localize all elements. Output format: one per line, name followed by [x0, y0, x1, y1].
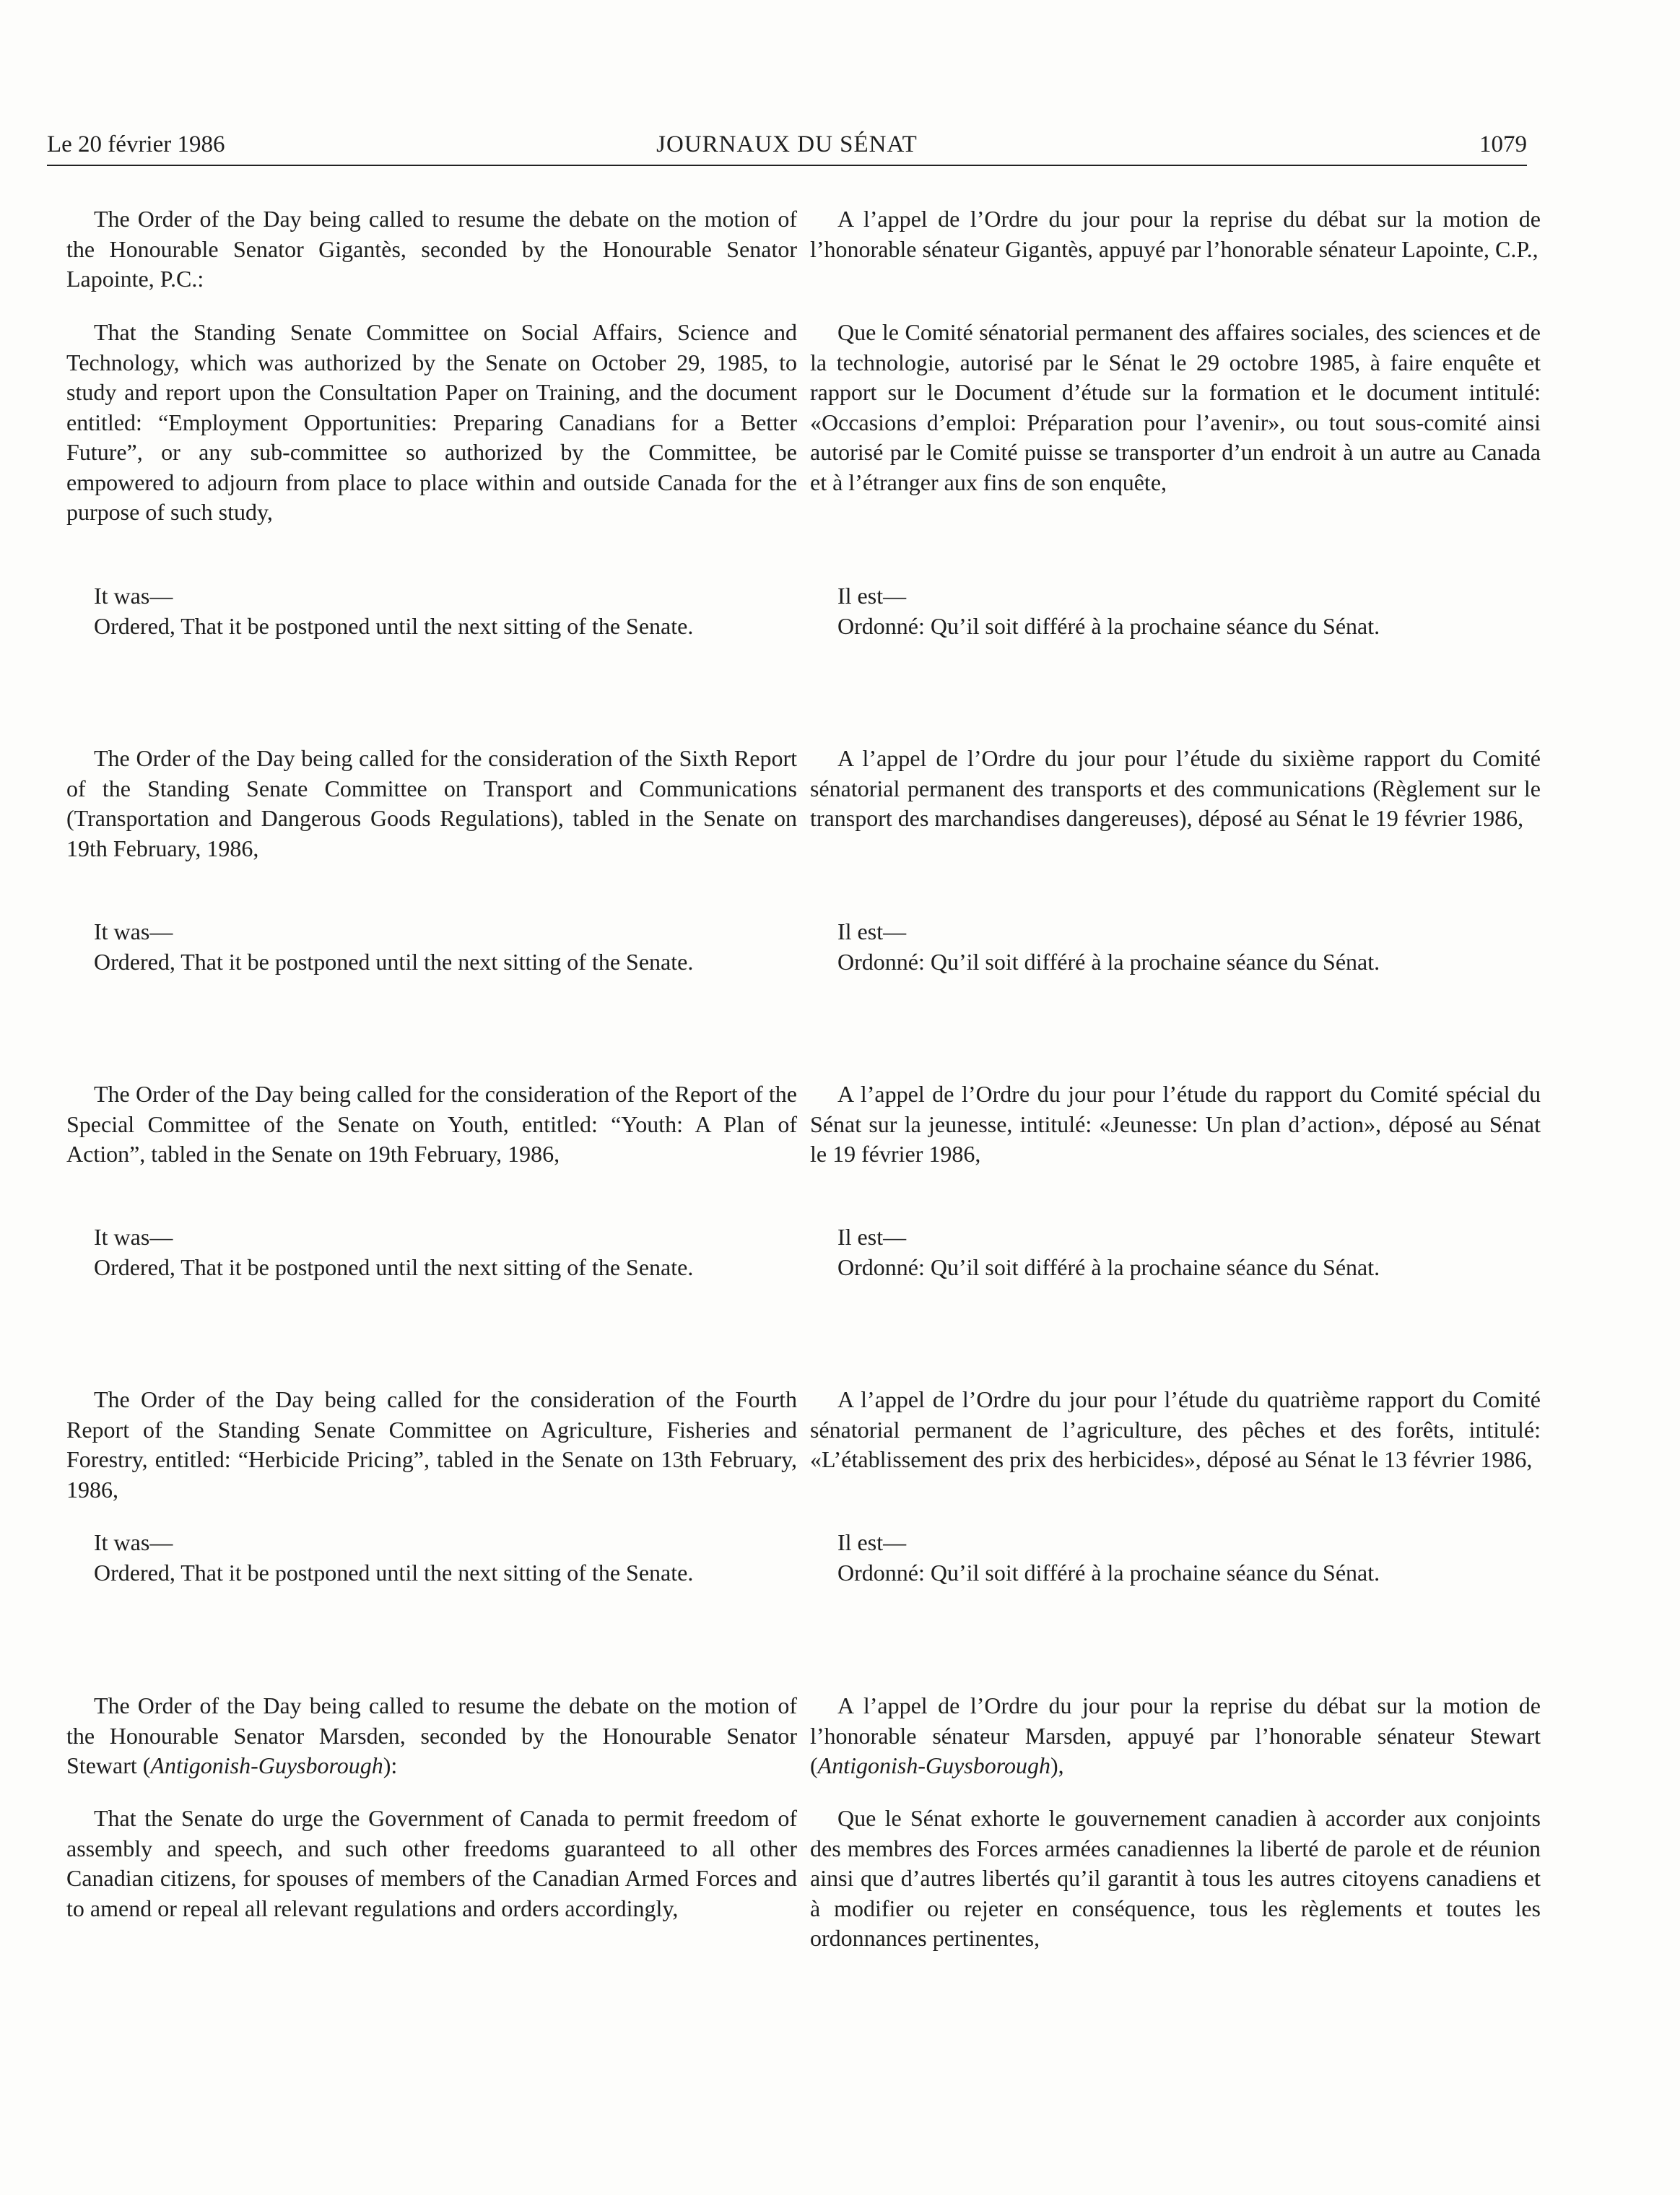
- fr-s3-intro-block: [810, 1079, 1541, 1170]
- fr-s1-ordonne: Ordonné: Qu’il soit différé à la prochaine séance du Sénat.: [837, 612, 1380, 639]
- en-s4-intro-block: [66, 1385, 797, 1505]
- en-s5-riding: Antigonish-Guysborough: [150, 1752, 383, 1778]
- en-s3-intro: The Order of the Day being called for the consideration of the Report of the Special Committee of the Senate on Youth, entitled: “Youth: A Plan of Action”, tabled in the Senate on 19th February, 1986,: [66, 1081, 797, 1167]
- fr-s4-result-block: [810, 1528, 1541, 1588]
- fr-s3-ordonne: Ordonné: Qu’il soit différé à la prochaine séance du Sénat.: [837, 1253, 1380, 1280]
- fr-s3-il-est: Il est—: [837, 1224, 907, 1250]
- en-s3-intro-block: [66, 1079, 797, 1170]
- en-s4-ordered: Ordered, That it be postponed until the next sitting of the Senate.: [94, 1559, 694, 1586]
- fr-s3-intro: A l’appel de l’Ordre du jour pour l’étude du rapport du Comité spécial du Sénat sur la jeunesse, intitulé: «Jeunesse: Un plan d’action», déposé au Sénat le 19 février 1986,: [810, 1081, 1541, 1167]
- en-s2-it-was: It was—: [94, 918, 173, 944]
- fr-s5-riding: Antigonish-Guysborough: [817, 1752, 1051, 1778]
- en-s1-intro-block: [66, 204, 797, 295]
- en-s3-result-block: [66, 1222, 797, 1282]
- fr-s2-intro-block: [810, 744, 1541, 834]
- en-s4-result-block: [66, 1528, 797, 1588]
- fr-s2-il-est: Il est—: [837, 918, 907, 944]
- fr-s4-ordonne: Ordonné: Qu’il soit différé à la prochaine séance du Sénat.: [837, 1559, 1380, 1586]
- en-s5-motion: That the Senate do urge the Government of Canada to permit freedom of assembly and speech, and such other freedoms guaranteed to all other Canadian citizens, for spouses of members of the Canadian Armed Forces and to amend or repeal all relevant regulations and orders accordingly,: [66, 1805, 797, 1921]
- fr-s4-intro: A l’appel de l’Ordre du jour pour l’étude du quatrième rapport du Comité sénatorial permanent de l’agriculture, des pêches et des forêts, intitulé: «L’établissement des prix des herbicides», déposé au Sénat le 13 février 1986,: [810, 1386, 1541, 1472]
- fr-s1-il-est: Il est—: [837, 583, 907, 609]
- en-s5-motion-block: [66, 1804, 797, 1924]
- en-s4-intro: The Order of the Day being called for the consideration of the Fourth Report of the Standing Senate Committee on Agriculture, Fisheries and Forestry, entitled: “Herbicide Pricing”, tabled in the Senate on 13th February, 1986,: [66, 1386, 797, 1503]
- fr-s1-result-block: [810, 581, 1541, 641]
- en-s2-result-block: [66, 917, 797, 977]
- en-s5-intro-block: [66, 1691, 797, 1781]
- fr-s2-ordonne: Ordonné: Qu’il soit différé à la prochaine séance du Sénat.: [837, 948, 1380, 975]
- fr-s5-intro-block: [810, 1691, 1541, 1781]
- en-s1-motion-block: [66, 318, 797, 528]
- fr-s3-result-block: [810, 1222, 1541, 1282]
- fr-s5-motion: Que le Sénat exhorte le gouvernement canadien à accorder aux conjoints des membres des Forces armées canadiennes la liberté de parole et de réunion ainsi que d’autres libertés qu’il garantit à tous les autres citoyens canadiens et à modifier ou rejeter en conséquence, tous les règlements et toutes les ordonnances pertinentes,: [810, 1805, 1541, 1951]
- en-s2-intro-block: [66, 744, 797, 864]
- en-s4-it-was: It was—: [94, 1529, 173, 1555]
- header-date: Le 20 février 1986: [47, 131, 225, 157]
- fr-s1-intro-block: [810, 204, 1541, 264]
- en-s5-intro: The Order of the Day being called to resume the debate on the motion of the Honourable Senator Marsden, seconded by the Honourable Senator Stewart (Antigonish-Guysborough):: [66, 1692, 797, 1778]
- fr-s4-intro-block: [810, 1385, 1541, 1475]
- running-header: [47, 130, 1527, 166]
- en-s3-it-was: It was—: [94, 1224, 173, 1250]
- fr-s1-motion: Que le Comité sénatorial permanent des affaires sociales, des sciences et de la technologie, autorisé par le Sénat le 29 octobre 1985, à faire enquête et rapport sur le Document d’étude sur la formation et le document intitulé: «Occasions d’emploi: Préparation pour l’avenir», ou tout sous-comité ainsi autorisé par le Comité puisse se transporter d’un endroit à un autre au Canada et à l’étranger aux fins de son enquête,: [810, 319, 1541, 495]
- en-s2-intro: The Order of the Day being called for the consideration of the Sixth Report of the Standing Senate Committee on Transport and Communications (Transportation and Dangerous Goods Regulations), tabled in the Senate on 19th February, 1986,: [66, 745, 797, 861]
- en-s1-result-block: [66, 581, 797, 641]
- en-s3-ordered: Ordered, That it be postponed until the next sitting of the Senate.: [94, 1253, 694, 1280]
- en-s1-intro: The Order of the Day being called to resume the debate on the motion of the Honourable Senator Gigantès, seconded by the Honourable Senator Lapointe, P.C.:: [66, 206, 797, 292]
- fr-s1-intro: A l’appel de l’Ordre du jour pour la reprise du débat sur la motion de l’honorable sénateur Gigantès, appuyé par l’honorable sénateur Lapointe, C.P.,: [810, 206, 1541, 262]
- fr-s2-result-block: [810, 917, 1541, 977]
- page-number: 1079: [1479, 131, 1527, 157]
- en-s1-ordered: Ordered, That it be postponed until the next sitting of the Senate.: [94, 612, 694, 639]
- en-s2-ordered: Ordered, That it be postponed until the next sitting of the Senate.: [94, 948, 694, 975]
- fr-s5-intro: A l’appel de l’Ordre du jour pour la reprise du débat sur la motion de l’honorable sénateur Marsden, appuyé par l’honorable sénateur Stewart (Antigonish-Guysborough),: [810, 1692, 1541, 1778]
- en-s1-it-was: It was—: [94, 583, 173, 609]
- header-title: JOURNAUX DU SÉNAT: [656, 131, 918, 157]
- fr-s1-motion-block: [810, 318, 1541, 497]
- fr-s5-motion-block: [810, 1804, 1541, 1954]
- fr-s4-il-est: Il est—: [837, 1529, 907, 1555]
- en-s1-motion: That the Standing Senate Committee on Social Affairs, Science and Technology, which was authorized by the Senate on October 29, 1985, to study and report upon the Consultation Paper on Training, and the document entitled: “Employment Opportunities: Preparing Canadians for a Better Future”, or any sub-committee so authorized by the Committee, be empowered to adjourn from place to place within and outside Canada for the purpose of such study,: [66, 319, 797, 525]
- fr-s2-intro: A l’appel de l’Ordre du jour pour l’étude du sixième rapport du Comité sénatorial permanent des transports et des communications (Règlement sur le transport des marchandises dangereuses), déposé au Sénat le 19 février 1986,: [810, 745, 1541, 831]
